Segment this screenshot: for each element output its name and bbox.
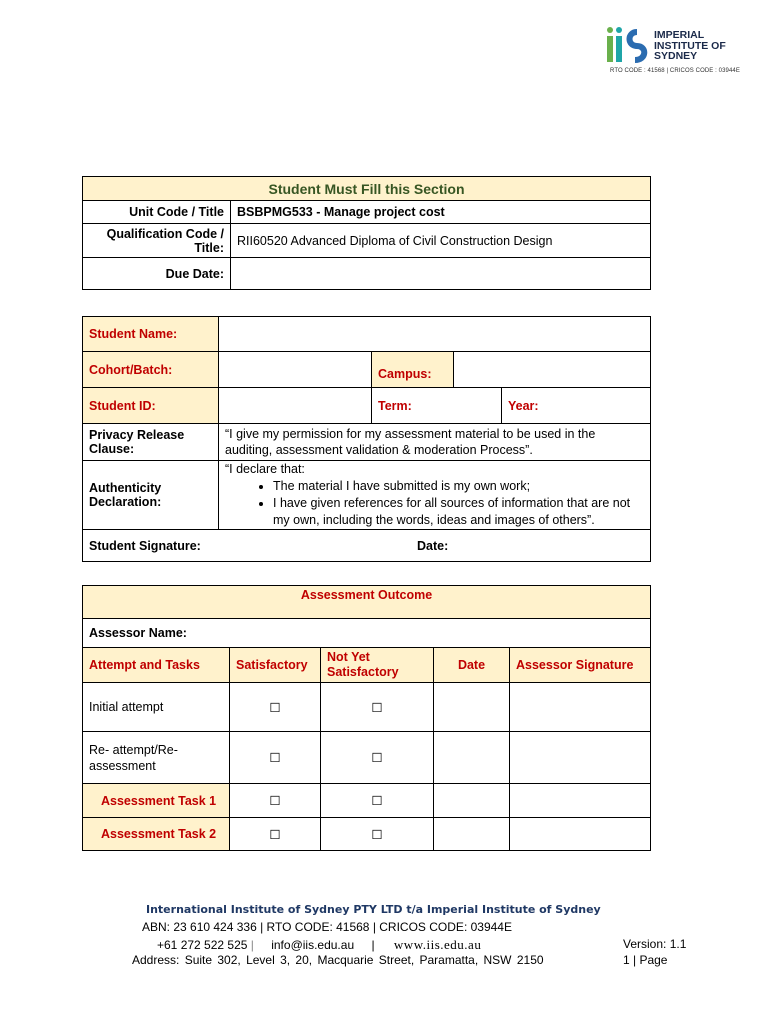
section-title: Student Must Fill this Section	[83, 177, 651, 201]
checkbox-icon[interactable]: ☐	[321, 784, 434, 818]
footer-address: Address: Suite 302, Level 3, 20, Macquarie Street, Paramatta, NSW 2150	[132, 953, 544, 967]
unit-code-value[interactable]: BSBPMG533 - Manage project cost	[231, 201, 651, 224]
footer-abn: ABN: 23 610 424 336 | RTO CODE: 41568 | CRICOS CODE: 03944E	[142, 920, 512, 934]
student-details-table	[82, 316, 651, 562]
authenticity-intro: “I declare that:	[225, 462, 305, 476]
authenticity-label: Authenticity Declaration:	[83, 461, 219, 530]
footer-company: International Institute of Sydney PTY LTD t/a Imperial Institute of Sydney	[146, 903, 601, 916]
footer-website[interactable]: www.iis.edu.au	[393, 937, 482, 952]
cohort-label: Cohort/Batch:	[83, 352, 219, 388]
col-assessor-signature: Assessor Signature	[510, 648, 651, 683]
footer-page-number: 1 | Page	[623, 953, 668, 967]
campus-label: Campus:	[372, 352, 454, 388]
authenticity-text	[219, 461, 651, 530]
footer-version: Version: 1.1	[623, 937, 687, 951]
term-label[interactable]: Term:	[372, 388, 502, 424]
unit-info-table	[82, 176, 651, 290]
due-date-label: Due Date:	[83, 258, 231, 290]
checkbox-icon[interactable]: ☐	[230, 784, 321, 818]
checkbox-icon[interactable]: ☐	[321, 732, 434, 784]
privacy-text: “I give my permission for my assessment material to be used in the auditing, assessment validation & moderation Process”.	[219, 424, 651, 461]
student-signature-label: Student Signature:	[89, 538, 201, 553]
checkbox-icon[interactable]: ☐	[321, 818, 434, 851]
date-cell[interactable]	[434, 818, 510, 851]
qualification-label: Qualification Code / Title:	[83, 224, 231, 258]
student-id-field[interactable]	[219, 388, 372, 424]
logo-wordmark: IMPERIAL INSTITUTE OF SYDNEY	[654, 29, 726, 62]
cohort-field[interactable]	[219, 352, 372, 388]
col-satisfactory: Satisfactory	[230, 648, 321, 683]
checkbox-icon[interactable]: ☐	[230, 732, 321, 784]
student-name-field[interactable]	[219, 317, 651, 352]
row-initial-attempt: Initial attempt	[83, 683, 230, 732]
authenticity-item: • I have given references for all sources of information that are not my own, including the words, ideas and images of others”.	[273, 495, 644, 529]
assessor-name-field[interactable]: Assessor Name:	[83, 619, 651, 648]
student-id-label: Student ID:	[83, 388, 219, 424]
year-label[interactable]: Year:	[502, 388, 651, 424]
date-cell[interactable]	[434, 784, 510, 818]
campus-field[interactable]	[454, 352, 651, 388]
due-date-field[interactable]	[231, 258, 651, 290]
footer-email[interactable]: info@iis.edu.au	[271, 938, 355, 952]
student-name-label: Student Name:	[83, 317, 219, 352]
signature-cell[interactable]	[510, 818, 651, 851]
checkbox-icon[interactable]: ☐	[230, 683, 321, 732]
row-reattempt: Re- attempt/Re-assessment	[83, 732, 230, 784]
date-cell[interactable]	[434, 732, 510, 784]
authenticity-item: • The material I have submitted is my own work;	[273, 478, 644, 495]
assessment-outcome-title: Assessment Outcome	[83, 586, 651, 619]
signature-date-label: Date:	[417, 538, 449, 553]
date-cell[interactable]	[434, 683, 510, 732]
logo-codes: RTO CODE : 41568 | CRICOS CODE : 03944E	[610, 68, 740, 74]
authenticity-list	[225, 478, 644, 529]
assessment-outcome-table	[82, 585, 651, 851]
signature-cell[interactable]	[510, 683, 651, 732]
signature-row[interactable]	[83, 530, 651, 562]
checkbox-icon[interactable]: ☐	[321, 683, 434, 732]
unit-code-label: Unit Code / Title	[83, 201, 231, 224]
col-date: Date	[434, 648, 510, 683]
col-attempt-tasks: Attempt and Tasks	[83, 648, 230, 683]
signature-cell[interactable]	[510, 784, 651, 818]
checkbox-icon[interactable]: ☐	[230, 818, 321, 851]
privacy-label: Privacy Release Clause:	[83, 424, 219, 461]
col-not-yet-satisfactory: Not Yet Satisfactory	[321, 648, 434, 683]
qualification-value[interactable]: RII60520 Advanced Diploma of Civil Construction Design	[231, 224, 651, 258]
row-assessment-task-1: Assessment Task 1	[83, 784, 230, 818]
row-assessment-task-2: Assessment Task 2	[83, 818, 230, 851]
signature-cell[interactable]	[510, 732, 651, 784]
footer-contact: +61 272 522 525 | info@iis.edu.au | www.iis.edu.au	[157, 937, 482, 952]
footer-phone[interactable]: +61 272 522 525	[157, 938, 248, 952]
